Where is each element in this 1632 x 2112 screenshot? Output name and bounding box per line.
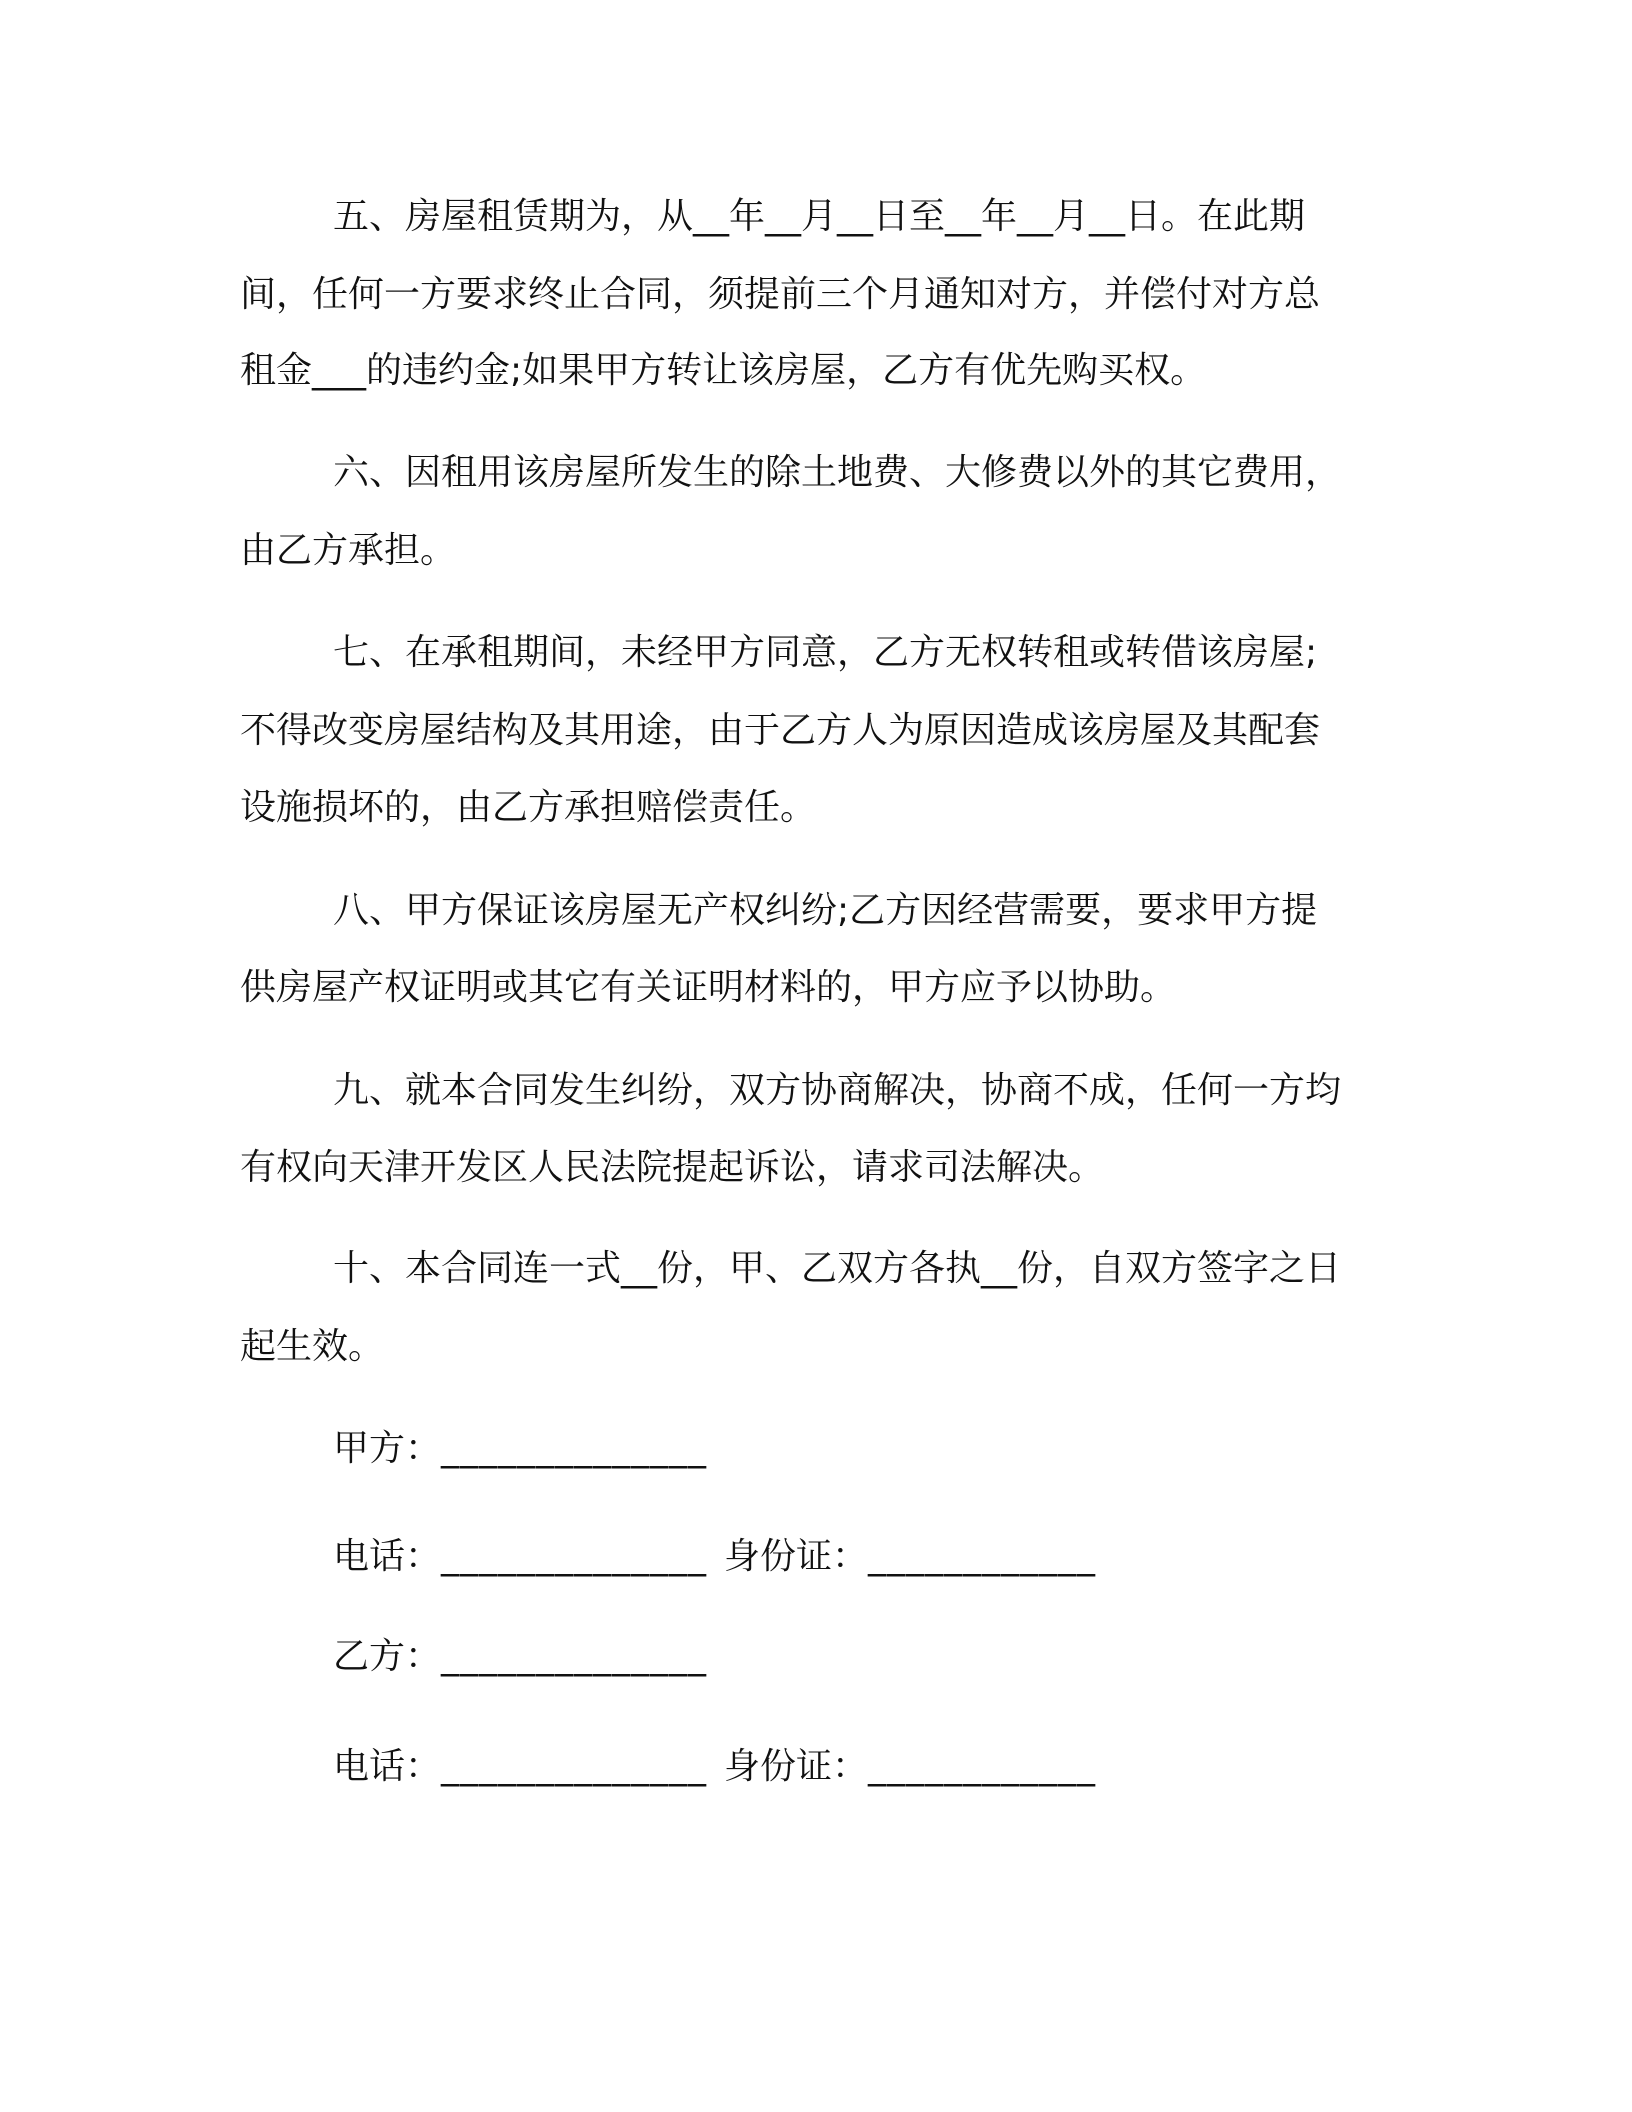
clause-line: 七、在承租期间，未经甲方同意，乙方无权转租或转借该房屋; (333, 632, 1318, 673)
phone-a-label: 电话： (333, 1536, 442, 1577)
id-a-blank: ____________ (868, 1536, 1097, 1577)
phone-b-label: 电话： (333, 1746, 442, 1787)
clause-line: 六、因租用该房屋所发生的除土地费、大修费以外的其它费用， (333, 452, 1342, 493)
clause-line: 五、房屋租赁期为，从__年__月__日至__年__月__日。在此期 (333, 196, 1306, 237)
clause-line: 供房屋产权证明或其它有关证明材料的，甲方应予以协助。 (240, 967, 1177, 1008)
clause-line: 有权向天津开发区人民法院提起诉讼，请求司法解决。 (240, 1147, 1105, 1188)
party-a-label: 甲方： (333, 1428, 442, 1469)
phone-a-blank: ______________ (441, 1536, 708, 1577)
clause-line: 设施损坏的，由乙方承担赔偿责任。 (240, 787, 817, 828)
clause-line: 起生效。 (240, 1326, 385, 1367)
clause-line: 由乙方承担。 (240, 530, 457, 571)
clause-line: 九、就本合同发生纠纷，双方协商解决，协商不成，任何一方均 (333, 1070, 1342, 1111)
id-b-label: 身份证： (724, 1746, 869, 1787)
party-a-blank: ______________ (441, 1428, 708, 1469)
party-b-row (333, 1635, 707, 1679)
id-a-label: 身份证： (724, 1536, 869, 1577)
party-b-contact-row (333, 1745, 1097, 1789)
party-a-contact-row (333, 1535, 1097, 1579)
clause-line: 十、本合同连一式__份，甲、乙双方各执__份，自双方签字之日 (333, 1248, 1342, 1289)
party-b-blank: ______________ (441, 1636, 708, 1677)
clause-line: 间，任何一方要求终止合同，须提前三个月通知对方，并偿付对方总 (240, 274, 1321, 315)
party-a-row (333, 1427, 707, 1471)
clause-line: 租金___的违约金;如果甲方转让该房屋，乙方有优先购买权。 (240, 350, 1207, 391)
id-b-blank: ____________ (868, 1746, 1097, 1787)
phone-b-blank: ______________ (441, 1746, 708, 1787)
party-b-label: 乙方： (333, 1636, 442, 1677)
clause-line: 八、甲方保证该房屋无产权纠纷;乙方因经营需要，要求甲方提 (333, 890, 1318, 931)
clause-line: 不得改变房屋结构及其用途，由于乙方人为原因造成该房屋及其配套 (240, 710, 1321, 751)
